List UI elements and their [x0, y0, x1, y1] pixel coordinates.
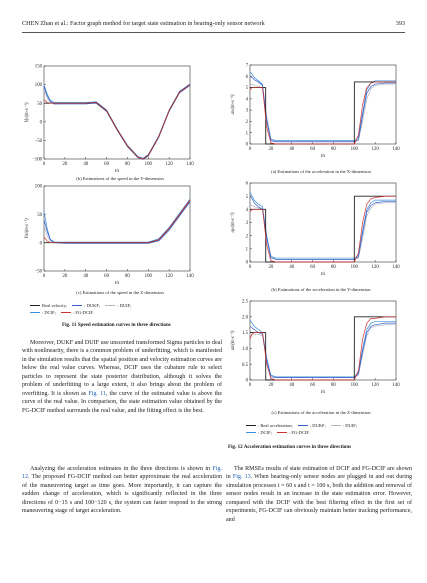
y-tick-label: 0 [39, 120, 42, 126]
x-tick-label: 140 [186, 162, 194, 167]
fig11-plot-c [22, 183, 192, 287]
legend-label: : FG-DCIF. [73, 310, 94, 315]
running-title: CHEN Zhan et al.: Factor graph method for target state estimation in bearing-only sensor network [22, 20, 265, 27]
y-tick-label: 50 [37, 101, 42, 107]
x-tick-label: 40 [289, 383, 295, 388]
x-tick-label: 120 [165, 162, 173, 167]
x-tick-label: 80 [331, 383, 336, 388]
legend-label: : DUIF; [117, 303, 132, 308]
x-tick-label: 60 [310, 265, 315, 270]
right-paragraph-1 [226, 465, 412, 524]
legend-label: : DUIF; [342, 423, 358, 428]
plot-frame [250, 301, 396, 380]
series-line-duif [44, 201, 190, 243]
y-tick-label: 2 [245, 234, 248, 240]
legend-swatch [331, 425, 341, 426]
y-tick-label: −100 [32, 157, 42, 163]
x-tick-label: 60 [310, 383, 315, 388]
legend-swatch [30, 312, 40, 313]
y-tick-label: 2.0 [242, 315, 248, 321]
legend-item-real [246, 422, 293, 429]
left-paragraph-1 [22, 339, 222, 415]
x-tick-label: 100 [350, 265, 358, 270]
fig11-plot-b-svg [22, 63, 192, 175]
x-tick-label: 0 [248, 383, 252, 388]
y-tick-label: 150 [34, 64, 42, 70]
series-line-dcif [250, 320, 396, 377]
x-tick-label: 0 [42, 162, 46, 167]
x-tick-label: 100 [144, 274, 152, 279]
series-line-duif [250, 84, 396, 142]
legend-swatch [72, 305, 82, 306]
fig11-figcaption: Fig. 11 Speed estimation curves in three directions [62, 322, 171, 328]
x-axis-label: t/s [320, 154, 326, 159]
legend-item-dukf [298, 422, 326, 429]
y-tick-label: 5 [245, 194, 248, 200]
fig12-link[interactable]: Fig. 12 [22, 466, 222, 481]
left-p1-text-a: Moreover, DUKF and DUIF use unscented transformed Sigma particles to deal with nonlinearity, there is a common problem of underfitting, which is manifested in the simulation results that the spatial position and velocity estimation curves are below the real value curves. Whereas, DCIF uses the cubature rule to select particles to represent the state posterior distribution, although it solves the problem of underfitting to a large extent, it also brings about the problem of overfitting. It is shown as [22, 340, 222, 397]
series-line-dcif [250, 192, 396, 258]
right-p1-text-b: . When bearing-only sensor nodes are plugged in and out during simulation processes t = 60 s and t = 100 s, both the addition and removal of sensor nodes result in an increase in the state estimation error. However, compared with the DCIF with the best filtering effect in the first set of experiments, FG-DCIF can obviously maintain better tracking performance, and [226, 474, 413, 523]
fig12-caption-c: (c) Estimations of the acceleration in the Z-dimension [271, 410, 371, 415]
series-line-real-acceleration [250, 317, 396, 380]
fig11-legend [30, 302, 225, 316]
y-tick-label: 7 [245, 63, 248, 69]
y-tick-label: 4 [245, 207, 248, 213]
series-line-real-acceleration [250, 82, 396, 144]
fig12-figcaption: Fig. 12 Acceleration estimation curves in three directions [228, 444, 352, 450]
legend-label: : DCIF; [42, 310, 56, 315]
x-tick-label: 80 [125, 274, 130, 279]
fig11-link[interactable]: Fig. 11 [88, 390, 106, 397]
x-tick-label: 20 [268, 383, 274, 388]
left-p2-text-b: . The proposed FG-DCIF method can better approximate the real acceleration of the maneuvering target as time goes. More importantly, it can capture the sudden change of acceleration, which is significantly reflected in the three directions of 0−15 s and 100−120 s, the system can faster respond to the strong maneuvering stage of target acceleration. [22, 474, 222, 515]
series-line-duif [250, 325, 396, 378]
y-tick-label: 1 [245, 131, 248, 137]
x-tick-label: 20 [62, 162, 68, 167]
fig11-caption-b: (b) Estimations of the speed in the Y-dimension [76, 176, 164, 181]
series-line-dukf [250, 196, 396, 259]
x-tick-label: 20 [268, 265, 274, 270]
x-tick-label: 80 [331, 265, 336, 270]
fig12-plot-c [228, 298, 398, 396]
series-line-fg-dcif [44, 200, 190, 243]
x-tick-label: 60 [104, 162, 109, 167]
fig12-caption-b: (b) Estimations of the acceleration in the Y-dimension [271, 287, 371, 292]
legend-label: : Real acceleration; [258, 423, 293, 428]
y-tick-label: 0.5 [242, 362, 248, 368]
x-tick-label: 40 [83, 274, 89, 279]
fig12-legend [246, 422, 421, 436]
fig12-plot-b [228, 180, 398, 278]
legend-item-duif [331, 422, 357, 429]
plot-frame [250, 65, 396, 144]
legend-label: : DUKF; [84, 303, 101, 308]
left-p1-text-b: , the curve of the estimated value is above the curve of the real value. In comparison, the state estimation value obtained by the FG-DCIF method surrounds the real value, and the fitting effect is the best. [22, 390, 223, 414]
series-line-fg-dcif [250, 196, 396, 262]
x-tick-label: 60 [104, 274, 109, 279]
x-tick-label: 140 [392, 265, 400, 270]
y-tick-label: 0 [245, 378, 248, 384]
x-tick-label: 100 [350, 147, 358, 152]
legend-swatch [246, 425, 256, 426]
y-tick-label: 5 [245, 86, 248, 92]
y-tick-label: 2.5 [242, 299, 248, 305]
y-tick-label: 50 [37, 212, 42, 218]
x-tick-label: 140 [186, 274, 194, 279]
series-line-dcif [44, 199, 190, 242]
running-header [22, 20, 405, 30]
fig12-plot-a-svg [228, 62, 398, 160]
y-axis-label: Vy/(m·s⁻¹) [25, 102, 30, 123]
legend-swatch [105, 305, 115, 306]
y-axis-label: Vz/(m·s⁻¹) [25, 218, 30, 239]
plot-frame [250, 183, 396, 262]
fig12-plot-b-svg [228, 180, 398, 278]
y-tick-label: 3 [245, 221, 248, 227]
left-paragraph-2 [22, 465, 222, 516]
legend-swatch [246, 432, 256, 433]
x-tick-label: 120 [371, 147, 379, 152]
fig11-plot-b [22, 63, 192, 175]
x-tick-label: 20 [62, 274, 68, 279]
x-tick-label: 0 [248, 147, 252, 152]
legend-label: : DUKF; [309, 423, 326, 428]
x-tick-label: 40 [289, 147, 295, 152]
x-tick-label: 80 [331, 147, 336, 152]
x-axis-label: t/s [114, 169, 120, 174]
x-tick-label: 20 [268, 147, 274, 152]
right-p1-text-a: The RMSEs results of state estimation of DCIF and FG-DCIF are shown in [226, 466, 412, 481]
series-line-dukf [44, 85, 190, 159]
fig12-caption-a: (a) Estimations of the acceleration in the X-dimension [271, 169, 371, 174]
series-line-real-velocity [44, 85, 190, 159]
y-tick-label: 3 [245, 108, 248, 114]
legend-item-dcif [246, 429, 272, 436]
legend-item-duif [105, 302, 131, 309]
fig12-plot-c-svg [228, 298, 398, 396]
legend-swatch [298, 425, 308, 426]
y-tick-label: 6 [245, 74, 248, 80]
y-tick-label: 1 [245, 247, 248, 253]
y-tick-label: 100 [34, 184, 42, 190]
x-tick-label: 120 [165, 274, 173, 279]
legend-item-fgdcif [61, 309, 94, 316]
series-line-fg-dcif [250, 82, 396, 144]
x-tick-label: 140 [392, 383, 400, 388]
left-p2-text-a: Analyzing the acceleration estimates in the three directions is shown in [30, 466, 211, 472]
legend-swatch [30, 305, 40, 306]
x-axis-label: t/s [320, 390, 326, 395]
legend-label: : DCIF; [258, 430, 272, 435]
y-tick-label: 0 [39, 241, 42, 247]
fig11-plot-c-svg [22, 183, 192, 287]
y-tick-label: −50 [34, 269, 42, 275]
x-tick-label: 0 [42, 274, 46, 279]
series-line-dukf [250, 323, 396, 377]
y-tick-label: 100 [34, 83, 42, 89]
x-tick-label: 80 [125, 162, 130, 167]
legend-label: : FG-DCIF. [289, 430, 310, 435]
x-tick-label: 120 [371, 265, 379, 270]
series-line-real-acceleration [250, 196, 396, 262]
series-line-duif [250, 203, 396, 260]
x-tick-label: 0 [248, 265, 252, 270]
series-line-dcif [44, 84, 190, 158]
legend-item-fgdcif [277, 429, 310, 436]
x-tick-label: 100 [350, 383, 358, 388]
series-line-dukf [44, 202, 190, 243]
y-tick-label: 6 [245, 181, 248, 187]
series-line-fg-dcif [44, 85, 190, 159]
legend-item-real [30, 302, 67, 309]
x-tick-label: 140 [392, 147, 400, 152]
y-tick-label: 4 [245, 97, 248, 103]
x-tick-label: 100 [144, 162, 152, 167]
y-tick-label: −50 [34, 139, 42, 144]
fig11-caption-c: (c) Estimations of the speed in the Z-dimension [76, 290, 164, 295]
x-tick-label: 60 [310, 147, 315, 152]
y-tick-label: 1.0 [242, 347, 248, 352]
x-tick-label: 120 [371, 383, 379, 388]
fig13-link[interactable]: Fig. 13 [232, 474, 251, 481]
legend-item-dcif [30, 309, 56, 316]
series-line-real-velocity [44, 200, 190, 243]
series-line-fg-dcif [250, 317, 396, 380]
legend-item-dukf [72, 302, 100, 309]
fig12-plot-a [228, 62, 398, 160]
y-axis-label: az/(m·s⁻²) [231, 330, 236, 351]
x-axis-label: t/s [114, 281, 120, 286]
y-axis-label: ay/(m·s⁻²) [231, 212, 236, 233]
header-rule [22, 32, 405, 33]
legend-swatch [61, 312, 71, 313]
y-tick-label: 2 [245, 120, 248, 126]
x-axis-label: t/s [320, 272, 326, 277]
y-tick-label: 0 [245, 260, 248, 266]
x-tick-label: 40 [83, 162, 89, 167]
x-tick-label: 40 [289, 265, 295, 270]
legend-label: Real velocity; [42, 303, 68, 308]
y-tick-label: 0 [245, 142, 248, 148]
y-axis-label: ax/(m·s⁻²) [231, 94, 236, 115]
y-tick-label: 1.5 [242, 331, 248, 337]
legend-swatch [277, 432, 287, 433]
page-number: 393 [395, 20, 405, 27]
series-line-duif [44, 85, 190, 159]
